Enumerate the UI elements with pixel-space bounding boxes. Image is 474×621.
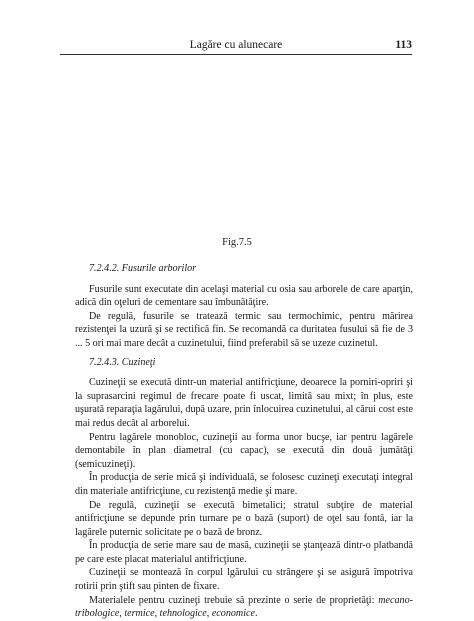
paragraph: Fusurile sunt executate din acelaşi material cu osia sau arborele de care aparţin, adică din oţeluri de cementare sau îmbunătăţire. [75,283,413,309]
separator: , [206,608,212,620]
section-heading-fusuri: 7.2.4.2. Fusurile arborilor [89,263,197,274]
paragraph: În producţia de serie mică şi individuală, se folosesc cuzineţi executaţi integral din materiale antifricţiune, cu rezistenţă medie şi mare. [75,472,413,497]
section-heading-cuzineti: 7.2.4.3. Cuzineţi [89,356,156,368]
properties-intro: Materialele pentru cuzineţi trebuie să prezinte o serie de proprietăţi: [89,594,379,606]
property-termice: termice [124,608,155,620]
body-text [75,262,413,621]
paragraph-properties [75,594,413,621]
property-tehnologice: tehnologice [159,608,207,620]
paragraph: Pentru lagărele monobloc, cuzineţii au forma unor bucşe, iar pentru lagărele demontabile în plan diametral (cu capac), se execută din două jumătăţi (semicuzineţi). [75,431,413,470]
paragraph: De regulă, fusurile se tratează termic sau termochimic, pentru mărirea rezistenţei la uzură şi se rectifică fin. Se recomandă ca duritatea fusului să fie de 3 ... 5 ori mai mare decât a cuzinetului, fiind preferabil să se uzeze cuzinetul. [75,310,413,349]
paragraph: Cuzineţii se montează în corpul lgărului cu strângere şi se asigură împotriva rotirii prin ştift sau pinten de fixare. [75,567,413,593]
figure-area [60,60,412,230]
property-economice: economice [211,608,255,620]
paragraph: În producţia de serie mare sau de masă, cuzineţii se ştanţează dintr-o platbandă pe care este placat materialul antifricţiune. [75,540,413,565]
header-title: Lagăre cu alunecare [189,39,283,51]
page-number: 113 [395,39,412,51]
figure-caption: Fig.7.5 [222,237,252,248]
period: . [254,608,258,620]
paragraph: Cuzineţii se execută dintr-un material antifricţiune, deoarece la porniri-opriri şi la suprasarcini regimul de frecare poate fi uscat, limită sau mixt; în plus, este uşurată reparaţia lagărului, după uzare, prin înlocuirea cuzinetului, al cărui cost este mai redus decât al arborelui. [75,377,413,429]
separator: , [154,608,160,620]
running-header [60,38,412,55]
separator: , [119,608,125,620]
property-mecano-tribologice: mecano-tribologice [75,594,413,620]
paragraph: De regulă, cuzineţii se execută bimetalici; stratul subţire de material antifricţiune se depunde prin turnare pe o bază (suport) de oţel sau fontă, iar la lagărele puternic solicitate pe o bază de bronz. [75,499,413,538]
